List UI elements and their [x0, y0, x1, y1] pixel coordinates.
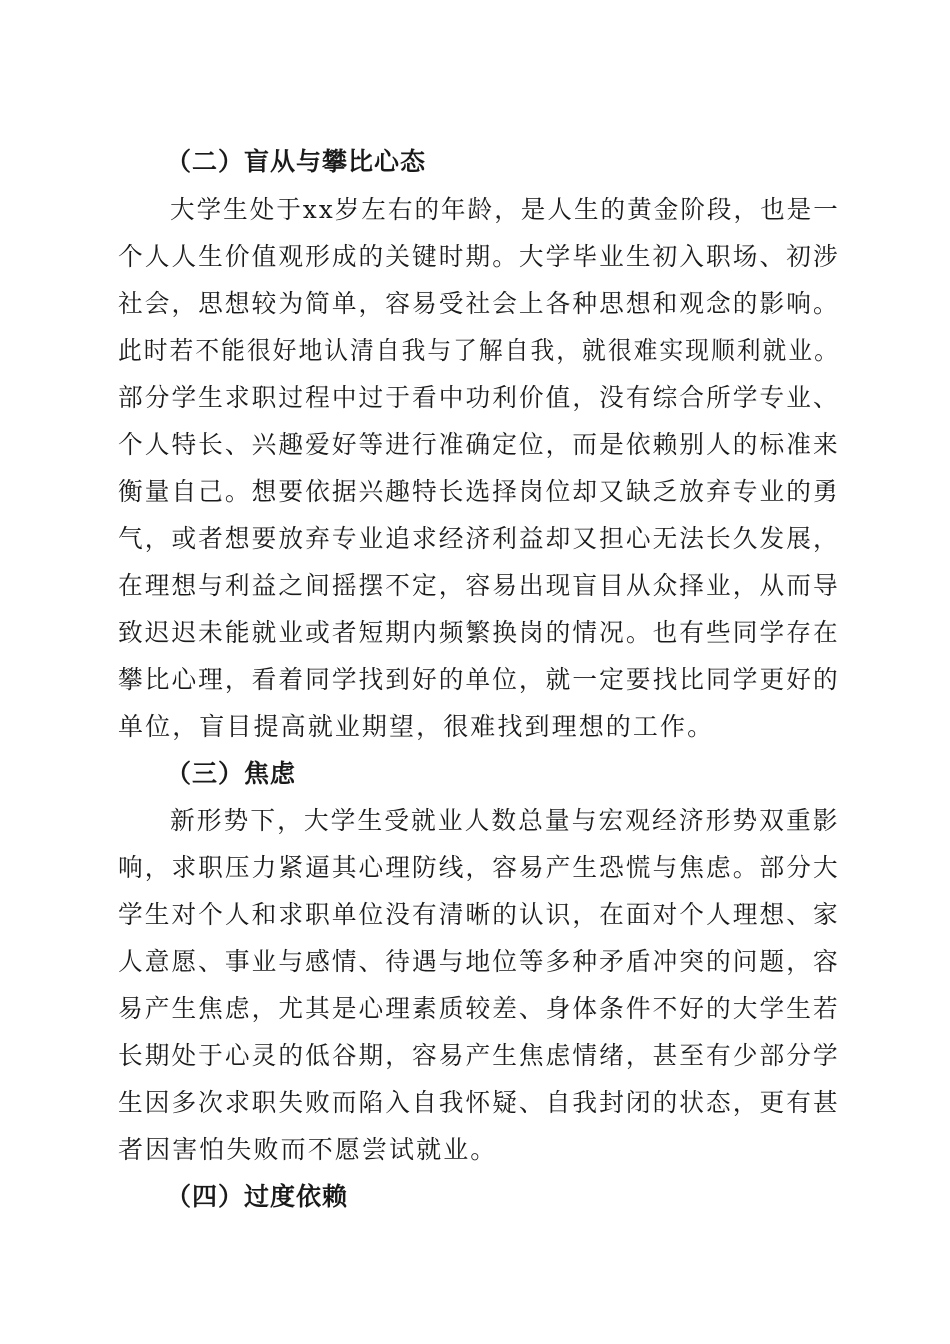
- paragraph-line: 人意愿、事业与感情、待遇与地位等多种矛盾冲突的问题，容: [118, 947, 840, 976]
- paragraph-line: 致迟迟未能就业或者短期内频繁换岗的情况。也有些同学存在: [118, 618, 840, 647]
- paragraph-line: 气，或者想要放弃专业追求经济利益却又担心无法长久发展，: [118, 524, 840, 553]
- paragraph-line: 攀比心理，看着同学找到好的单位，就一定要找比同学更好的: [118, 665, 840, 694]
- paragraph-line: 衡量自己。想要依据兴趣特长选择岗位却又缺乏放弃专业的勇: [118, 477, 840, 506]
- section-heading-3: （三）焦虑: [166, 759, 297, 788]
- paragraph-line: 个人特长、兴趣爱好等进行准确定位，而是依赖别人的标准来: [118, 430, 840, 459]
- paragraph-line: 个人人生价值观形成的关键时期。大学毕业生初入职场、初涉: [118, 242, 840, 271]
- paragraph-line: 单位，盲目提高就业期望，很难找到理想的工作。: [118, 712, 715, 741]
- paragraph-line: 部分学生求职过程中过于看中功利价值，没有综合所学专业、: [118, 383, 840, 412]
- paragraph-line: 大学生处于xx岁左右的年龄，是人生的黄金阶段，也是一: [170, 195, 840, 224]
- paragraph-line: 此时若不能很好地认清自我与了解自我，就很难实现顺利就业。: [118, 336, 840, 365]
- paragraph-line: 学生对个人和求职单位没有清晰的认识，在面对个人理想、家: [118, 900, 840, 929]
- section-heading-2: （二）盲从与攀比心态: [166, 147, 427, 176]
- paragraph-line: 新形势下，大学生受就业人数总量与宏观经济形势双重影: [170, 806, 840, 835]
- paragraph-line: 易产生焦虑，尤其是心理素质较差、身体条件不好的大学生若: [118, 994, 840, 1023]
- paragraph-line: 长期处于心灵的低谷期，容易产生焦虑情绪，甚至有少部分学: [118, 1041, 840, 1070]
- paragraph-line: 在理想与利益之间摇摆不定，容易出现盲目从众择业，从而导: [118, 571, 840, 600]
- paragraph-line: 响，求职压力紧逼其心理防线，容易产生恐慌与焦虑。部分大: [118, 853, 840, 882]
- paragraph-line: 社会，思想较为简单，容易受社会上各种思想和观念的影响。: [118, 289, 840, 318]
- paragraph-line: 生因多次求职失败而陷入自我怀疑、自我封闭的状态，更有甚: [118, 1088, 840, 1117]
- section-heading-4: （四）过度依赖: [166, 1182, 349, 1211]
- paragraph-line: 者因害怕失败而不愿尝试就业。: [118, 1135, 498, 1164]
